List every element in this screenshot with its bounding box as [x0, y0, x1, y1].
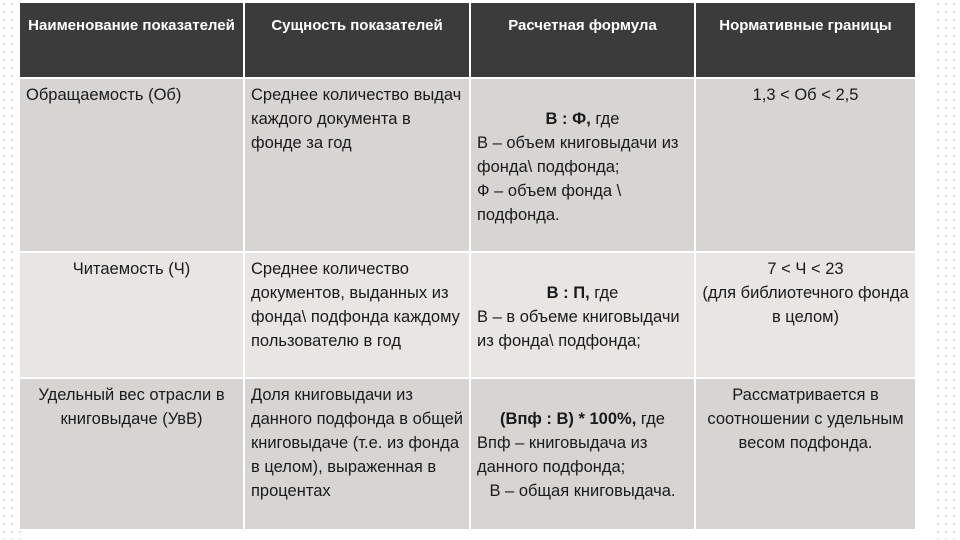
formula-expression: (Впф : В) * 100%,: [500, 410, 637, 428]
header-norm-limits: Нормативные границы: [695, 2, 916, 78]
table-row: [19, 78, 916, 252]
header-formula: Расчетная формула: [470, 2, 695, 78]
formula-description: В – объем книговыдачи из фонда\ подфонда; Ф – объем фонда \ подфонда.: [477, 134, 679, 224]
header-indicator-name: Наименование показателей: [19, 2, 244, 78]
formula-where: где: [590, 110, 620, 128]
formula-expression: В : П,: [546, 284, 590, 302]
indicator-norm: 7 < Ч < 23 (для библиотечного фонда в целом): [695, 252, 916, 378]
indicator-essence: Доля книговыдачи из данного подфонда в общей книговыдаче (т.е. из фонда в целом), выраженная в процентах: [244, 378, 470, 530]
indicator-formula: [470, 252, 695, 378]
table-row: [19, 252, 916, 378]
indicator-norm: 1,3 < Об < 2,5: [695, 78, 916, 252]
formula-description: Впф – книговыдача из данного подфонда;: [477, 434, 648, 476]
indicator-formula: [470, 378, 695, 530]
formula-expression: В : Ф,: [545, 110, 591, 128]
indicator-formula: [470, 78, 695, 252]
formula-line: [477, 281, 688, 305]
formula-description: В – в объеме книговыдачи из фонда\ подфонда;: [477, 308, 680, 350]
header-indicator-essence: Сущность показателей: [244, 2, 470, 78]
formula-where: где: [589, 284, 619, 302]
formula-line: [477, 107, 688, 131]
table-row: [19, 378, 916, 530]
formula-description-total: В – общая книговыдача.: [489, 482, 676, 500]
indicator-essence: Среднее количество документов, выданных из фонда\ подфонда каждому пользователю в год: [244, 252, 470, 378]
formula-where: где: [636, 410, 665, 428]
indicator-name: Удельный вес отрасли в книговыдаче (УвВ): [19, 378, 244, 530]
decorative-dot-pattern-right: [934, 0, 960, 540]
table-header-row: [19, 2, 916, 78]
formula-line: [477, 407, 688, 431]
indicators-table: [18, 1, 917, 531]
indicator-essence: Среднее количество выдач каждого документа в фонде за год: [244, 78, 470, 252]
indicator-norm: Рассматривается в соотношении с удельным весом подфонда.: [695, 378, 916, 530]
indicator-name: Читаемость (Ч): [19, 252, 244, 378]
indicator-name: Обращаемость (Об): [19, 78, 244, 252]
